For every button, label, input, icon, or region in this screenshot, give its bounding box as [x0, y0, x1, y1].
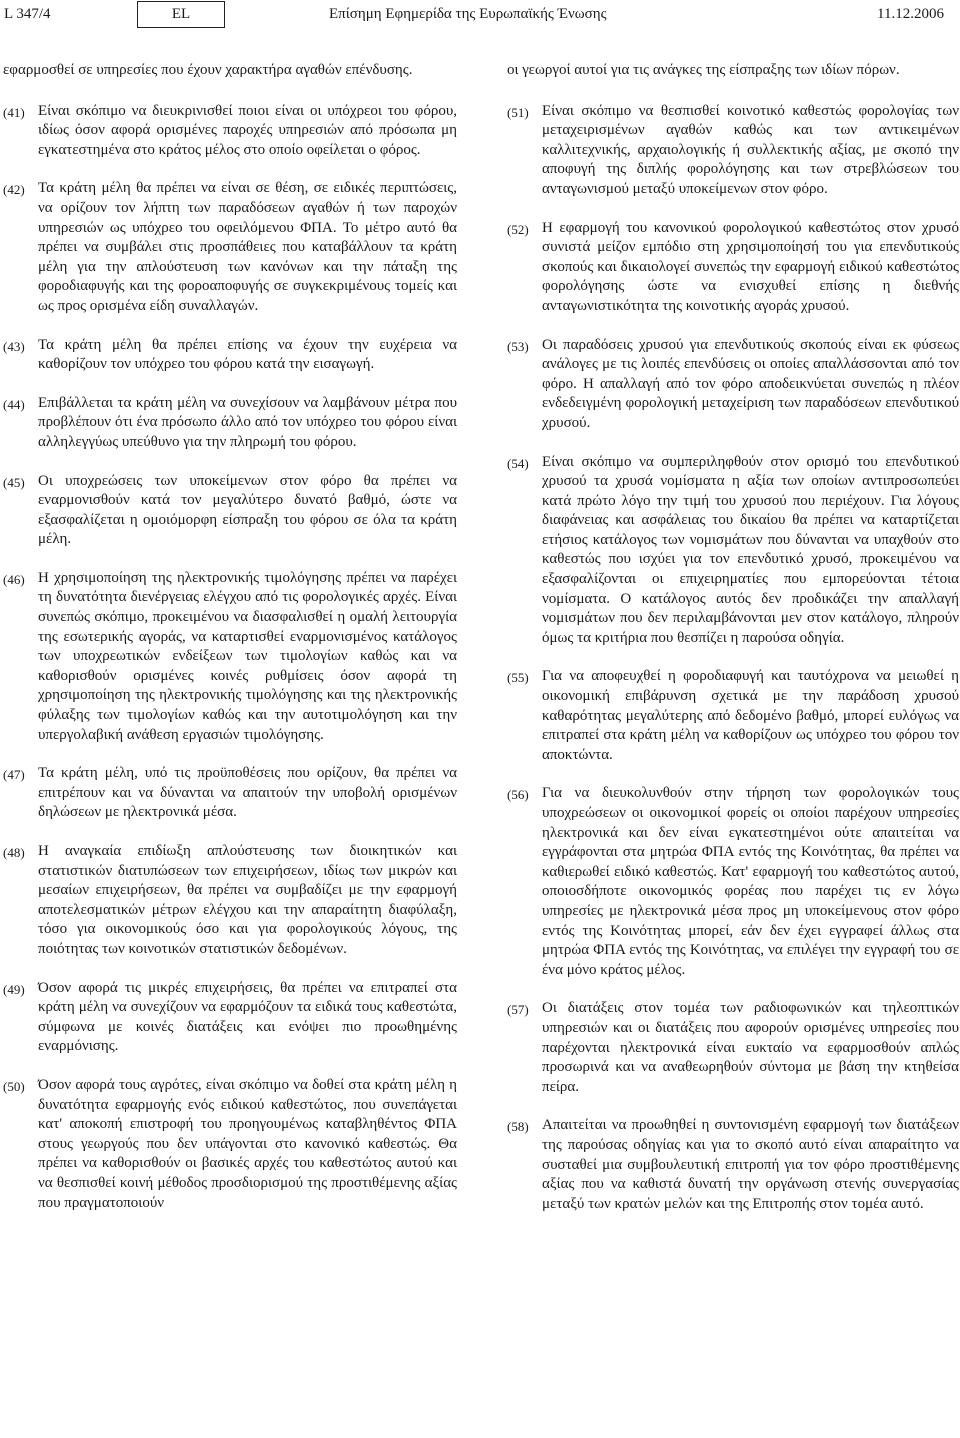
recital-text: Για να αποφευχθεί η φοροδιαφυγή και ταυτόχρονα να μειωθεί η οικονομική επιβάρυνση σχετικά με την παράδοση χρυσού καθαρότητας μεγαλύτερης από δεδομένο βαθμό, μπορεί ευλόγως να επιτραπεί στα κράτη μέλη να καθορίζουν ως υπόχρεο του φόρου τον αποκτώντα. — [542, 668, 959, 763]
recital-number: (42) — [3, 182, 25, 198]
recital-text: Η χρησιμοποίηση της ηλεκτρονικής τιμολόγησης πρέπει να παρέχει τη δυνατότητα διενέργειας ελέγχου από τις φορολογικές αρχές. Είναι συνεπώς σκόπιμο, προκειμένου να διασφαλισθεί η ομαλή λειτουργία της εσωτερικής αγοράς, να καταρτισθεί εναρμονισμένος κατάλογος των υποχρεωτικών ενδείξεων των τιμολογίων καθώς και να καθορισθούν ορισμένες κοινές ρυθμίσεις όσον αφορά τη χρησιμοποίηση της ηλεκτρονικής τιμολόγησης και της ηλεκτρονικής φύλαξης των τιμολογίων καθώς και την αυτοτιμολόγηση και την υπεργολαβική ανάθεση εργασιών τιμολόγησης. — [38, 569, 457, 743]
recital-43 — [3, 336, 457, 375]
recital-46 — [3, 569, 457, 745]
recital-number: (49) — [3, 981, 25, 997]
recital-50 — [3, 1076, 457, 1213]
recital-53 — [507, 336, 959, 434]
recital-51 — [507, 102, 959, 200]
recital-text: Τα κράτη μέλη, υπό τις προϋποθέσεις που ορίζουν, θα πρέπει να επιτρέπουν και να δύνανται να απαιτούν την υποβολή ορισμένων δηλώσεων με ηλεκτρονικά μέσα. — [38, 765, 457, 821]
recital-text: Για να διευκολυνθούν στην τήρηση των φορολογικών τους υποχρεώσεων οι οικονομικοί φορείς οι οποίοι παρέχουν υπηρεσίες ηλεκτρονικά και δεν είναι εγκατεστημένοι ούτε απαιτείται να εγγράφονται στα μητρώα ΦΠΑ εντός της Κοινότητας, θα πρέπει να καθιερωθεί ειδικό καθεστώς. Κατ' εφαρμογή του καθεστώτος αυτού, οποιοσδήποτε οικονομικός φορέας που παρέχει τις εν λόγω υπηρεσίες με ηλεκτρονικά μέσα προς μη υποκείμενους στον φόρο εντός της Κοινότητας μπορεί, εάν δεν έχει εγγραφεί άλλως στα μητρώα ΦΠΑ εντός της Κοινότητας, να επιλέγει την εγγραφή του σε ένα μόνο κράτος μέλος. — [542, 785, 959, 978]
recital-number: (54) — [507, 455, 529, 471]
recital-49 — [3, 979, 457, 1057]
recital-number: (58) — [507, 1119, 529, 1135]
recital-57 — [507, 999, 959, 1097]
recital-number: (46) — [3, 571, 25, 587]
recital-number: (56) — [507, 787, 529, 803]
recital-text: Τα κράτη μέλη θα πρέπει επίσης να έχουν την ευχέρεια να καθορίζουν τον υπόχρεο του φόρου κατά την εισαγωγή. — [38, 336, 457, 373]
recital-text: Οι διατάξεις στον τομέα των ραδιοφωνικών και τηλεοπτικών υπηρεσιών και οι διατάξεις που αφορούν ορισμένες υπηρεσίες που παρέχονται ηλεκτρονικά είναι ευκταίο να εφαρμοσθούν απλώς προσωρινά και να αναθεωρηθούν σύντομα με βάση την κτηθείσα πείρα. — [542, 1000, 959, 1095]
recital-number: (47) — [3, 767, 25, 783]
recital-number: (45) — [3, 474, 25, 490]
right-column — [507, 61, 959, 1214]
left-column — [3, 61, 457, 1213]
recital-text: Όσον αφορά τους αγρότες, είναι σκόπιμο να δοθεί στα κράτη μέλη η δυνατότητα εφαρμογής ενός ειδικού καθεστώτος, που συνεπάγεται κατ' αποκοπή επιστροφή του προηγουμένως καταβληθέντος ΦΠΑ στους γεωργούς που δεν υπάγονται στο κανονικό καθεστώς. Θα πρέπει να καθορισθούν οι βασικές αρχές του καθεστώτος αυτού και να θεσπισθεί κοινή μέθοδος προσδιορισμού της προστιθέμενης αξίας που πραγματοποιούν — [38, 1076, 457, 1211]
recital-number: (52) — [507, 221, 529, 237]
recital-text: Επιβάλλεται τα κράτη μέλη να συνεχίσουν να λαμβάνουν μέτρα που προβλέπουν ότι ένα πρόσωπο άλλο από τον υπόχρεο του φόρου είναι αλληλεγγύως υπεύθυνο για την πληρωμή του φόρου. — [38, 394, 457, 450]
language-badge: EL — [137, 1, 225, 28]
page-reference: L 347/4 — [4, 6, 51, 22]
recital-text: Τα κράτη μέλη θα πρέπει να είναι σε θέση, σε ειδικές περιπτώσεις, να ορίζουν τον λήπτη των παραδόσεων αγαθών ή των παροχών υπηρεσιών ως υπόχρεο του οφειλόμενου ΦΠΑ. Το μέτρο αυτό θα πρέπει να συμβάλει στις προσπάθειες που καταβάλλουν τα κράτη μέλη για την απλούστευση των κανόνων και την πάταξη της φοροδιαφυγής και της φοροαποφυγής σε συγκεκριμένους τομείς και ως προς ορισμένα είδη συναλλαγών. — [38, 180, 457, 314]
recital-56 — [507, 784, 959, 980]
recital-text: Οι παραδόσεις χρυσού για επενδυτικούς σκοπούς είναι εκ φύσεως ανάλογες με τις λοιπές επενδύσεις οι οποίες απαλλάσσονται από τον φόρο. Η απαλλαγή από τον φόρο αποδεικνύεται συνεπώς η πλέον ενδεδειγμένη φορολογική μεταχείριση των παραδόσεων επενδυτικού χρυσού. — [542, 336, 959, 431]
recital-text: Είναι σκόπιμο να διευκρινισθεί ποιοι είναι οι υπόχρεοι του φόρου, ιδίως όσον αφορά ορισμένες παροχές υπηρεσιών από πρόσωπα μη εγκατεστημένα στο κράτος μέλος στο οποίο οφείλεται ο φόρος. — [38, 102, 457, 158]
recital-47 — [3, 764, 457, 823]
page-header — [0, 0, 960, 32]
continuation-paragraph: εφαρμοσθεί σε υπηρεσίες που έχουν χαρακτήρα αγαθών επένδυσης. — [3, 62, 413, 78]
recital-52 — [507, 219, 959, 317]
recital-text: Απαιτείται να προωθηθεί η συντονισμένη εφαρμογή των διατάξεων της παρούσας οδηγίας και για το σκοπό αυτό είναι απαραίτητο να συσταθεί μια συμβουλευτική επιτροπή για τον φόρο προστιθέμενης αξίας που να καθιστά δυνατή την οργάνωση στενής συνεργασίας μεταξύ των κρατών μελών και της Επιτροπής στον τομέα αυτό. — [542, 1117, 959, 1212]
recital-text: Είναι σκόπιμο να συμπεριληφθούν στον ορισμό του επενδυτικού χρυσού τα χρυσά νομίσματα η αξία των οποίων αντιπροσωπεύει κατά πρώτο λόγο την τιμή του χρυσού που περιέχουν. Για λόγους διαφάνειας και ασφάλειας του δικαίου θα πρέπει να καταρτίζεται ετήσιος κατάλογος των νομισμάτων που δύνανται να υπαχθούν στο καθεστώς που ισχύει για τον επενδυτικό χρυσό, προκειμένου να εξασφαλίζονται οι επιχειρηματίες που εμπορεύονται τέτοια νομίσματα. Ο κατάλογος αυτός δεν προδικάζει την απαλλαγή νομισμάτων που δεν περιλαμβάνονται μεν στον κατάλογο, πληρούν όμως τα κριτήρια που θεσπίζει η παρούσα οδηγία. — [542, 453, 959, 646]
recital-41 — [3, 102, 457, 161]
recital-number: (53) — [507, 338, 529, 354]
recital-number: (55) — [507, 670, 529, 686]
recital-number: (41) — [3, 104, 25, 120]
recital-number: (43) — [3, 338, 25, 354]
recital-54 — [507, 453, 959, 649]
recital-58 — [507, 1116, 959, 1214]
recital-number: (48) — [3, 845, 25, 860]
recital-text: Όσον αφορά τις μικρές επιχειρήσεις, θα πρέπει να επιτραπεί στα κράτη μέλη να συνεχίζουν να εφαρμόζουν τα ειδικά τους καθεστώτα, σύμφωνα με κοινές διατάξεις και ενόψει πιο προωθημένης εναρμόνισης. — [38, 979, 457, 1055]
recital-text: Οι υποχρεώσεις των υποκείμενων στον φόρο θα πρέπει να εναρμονισθούν κατά τον μεγαλύτερο δυνατό βαθμό, ώστε να εξασφαλίζεται η ομοιόμορφη είσπραξη του φόρου σε όλα τα κράτη μέλη. — [38, 472, 457, 548]
recital-text: Είναι σκόπιμο να θεσπισθεί κοινοτικό καθεστώς φορολογίας των μεταχειρισμένων αγαθών καθώς και των αντικειμένων καλλιτεχνικής, αρχαιολογικής ή συλλεκτικής αξίας, με σκοπό την αποφυγή της διπλής φορολόγησης και των στρεβλώσεων του ανταγωνισμού μεταξύ υποκείμενων στον φόρο. — [542, 102, 959, 197]
recital-text: Η εφαρμογή του κανονικού φορολογικού καθεστώτος στον χρυσό συνιστά μείζον εμπόδιο στη χρησιμοποίησή του για επενδυτικούς σκοπούς και δικαιολογεί συνεπώς την εφαρμογή ειδικού καθεστώτος φορολόγησης ώστε να ενισχυθεί επίσης η διεθνής ανταγωνιστικότητα της κοινοτικής αγοράς χρυσού. — [542, 219, 959, 314]
recital-48 — [3, 842, 457, 960]
recital-55 — [507, 667, 959, 765]
recital-number: (44) — [3, 396, 25, 412]
journal-title: Επίσημη Εφημερίδα της Ευρωπαϊκής Ένωσης — [329, 6, 607, 22]
recital-42 — [3, 179, 457, 316]
publication-date: 11.12.2006 — [877, 6, 944, 22]
continuation-paragraph: οι γεωργοί αυτοί για τις ανάγκες της είσπραξης των ιδίων πόρων. — [507, 62, 900, 78]
recital-45 — [3, 472, 457, 550]
recital-number: (57) — [507, 1002, 529, 1018]
recital-number: (50) — [3, 1078, 25, 1094]
recital-44 — [3, 394, 457, 453]
recital-number: (51) — [507, 104, 529, 120]
recital-text: Η αναγκαία επιδίωξη απλούστευσης των διοικητικών και στατιστικών διατυπώσεων των επιχειρήσεων, ιδίως των μικρών και μεσαίων επιχειρήσεων, θα πρέπει να συμβαδίζει με την εφαρμογή αποτελεσματικών μέτρων ελέγχου και την απαραίτητη διαφύλαξη, τόσο για οικονομικούς όσο και για φορολογικούς λόγους, της ποιότητας των κοινοτικών στατιστικών δεδομένων. — [38, 843, 457, 957]
